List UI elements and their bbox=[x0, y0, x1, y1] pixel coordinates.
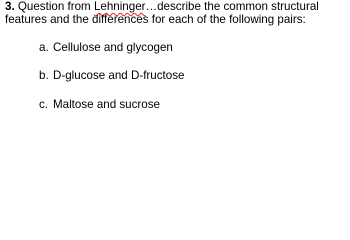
list-label-b: D-glucose and D-fructose bbox=[53, 69, 185, 82]
list-label-c: Maltose and sucrose bbox=[53, 98, 160, 111]
question-text-before: Question from bbox=[14, 0, 94, 13]
question-number: 3. bbox=[5, 0, 15, 13]
list-marker-a: a. bbox=[39, 41, 49, 54]
list-item-b bbox=[39, 69, 184, 82]
list-marker-b: b. bbox=[39, 69, 49, 82]
list-item-c bbox=[39, 98, 160, 111]
list-marker-c: c. bbox=[39, 98, 49, 111]
question-prompt bbox=[5, 0, 347, 26]
list-item-a bbox=[39, 41, 173, 54]
question-source-word: Lehninger bbox=[93, 0, 146, 13]
list-label-a: Cellulose and glycogen bbox=[53, 41, 173, 54]
question-text-after: …describe the common structural features and the differences for each of the following pairs: bbox=[5, 0, 319, 26]
